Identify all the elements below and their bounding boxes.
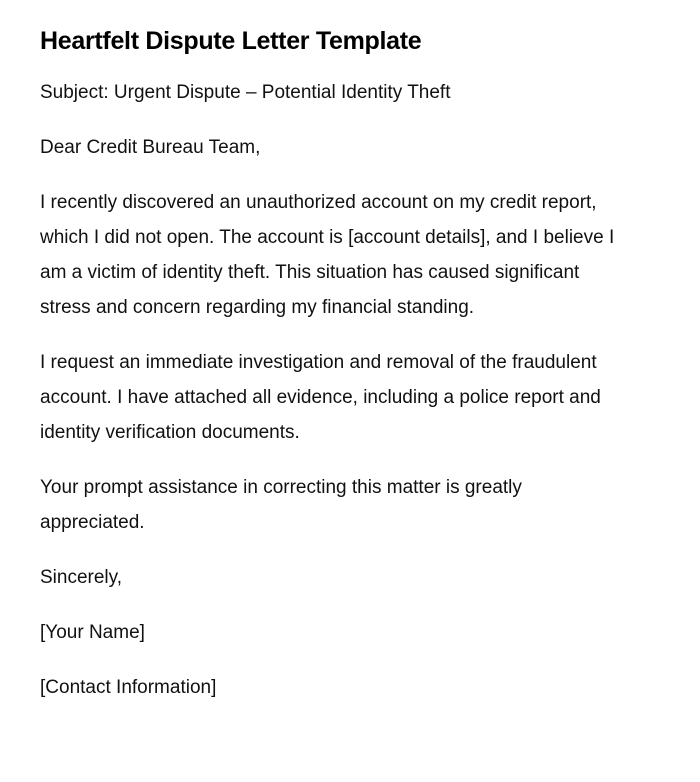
letter-subject: Subject: Urgent Dispute – Potential Identity Theft: [40, 82, 451, 103]
letter-paragraph-1: I recently discovered an unauthorized account on my credit report, which I did not open. The account is [account details], and I believe I am a victim of identity theft. This situation has caused significant stress and concern regarding my financial standing.: [40, 192, 615, 318]
contact-placeholder: [Contact Information]: [40, 677, 217, 698]
letter-closing: Sincerely,: [40, 567, 123, 588]
page-title: Heartfelt Dispute Letter Template: [40, 27, 422, 55]
name-placeholder: [Your Name]: [40, 622, 145, 643]
letter-paragraph-2: I request an immediate investigation and removal of the fraudulent account. I have attached all evidence, including a police report and identity verification documents.: [40, 352, 601, 443]
letter-greeting: Dear Credit Bureau Team,: [40, 137, 261, 158]
letter-paragraph-3: Your prompt assistance in correcting this matter is greatly appreciated.: [40, 477, 522, 533]
